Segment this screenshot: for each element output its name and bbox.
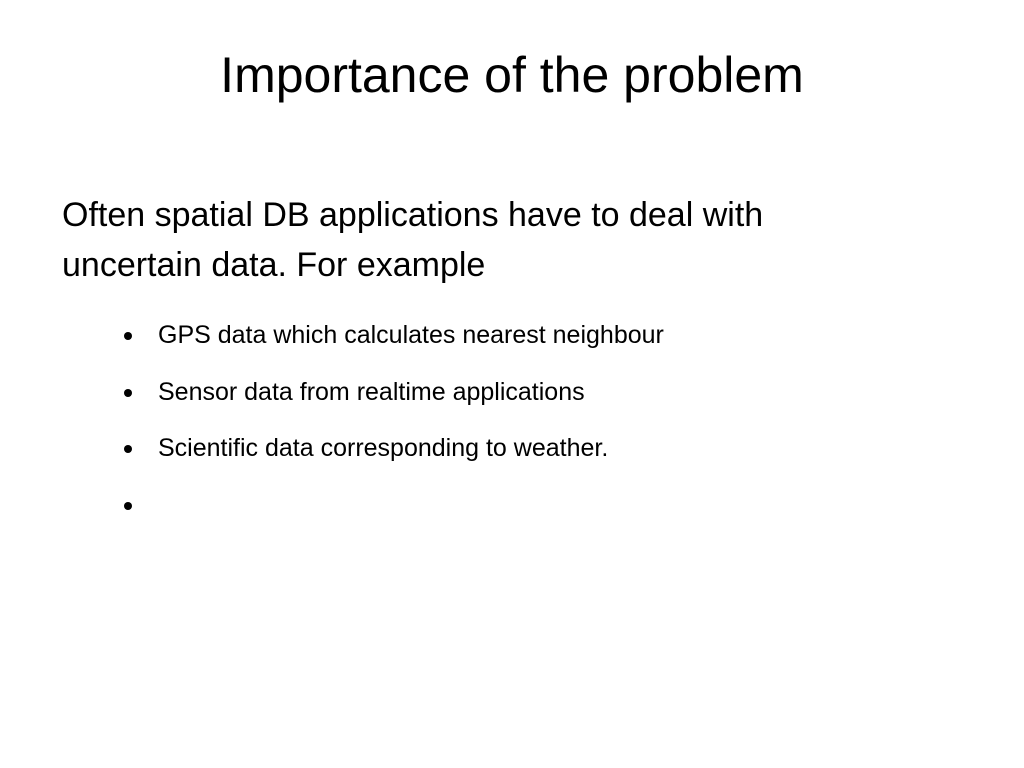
bullet-item-gps [120, 315, 664, 372]
lead-paragraph [62, 190, 962, 290]
bullet-list [120, 315, 664, 541]
bullet-dot-icon [124, 502, 132, 510]
bullet-dot-icon [124, 332, 132, 340]
bullet-text: Scientific data corresponding to weather. [158, 434, 609, 462]
bullet-item-scientific [120, 428, 664, 485]
lead-line-2: uncertain data. For example [62, 246, 486, 284]
lead-line-1: Often spatial DB applications have to deal with [62, 196, 764, 234]
bullet-item-sensor [120, 372, 664, 429]
bullet-dot-icon [124, 389, 132, 397]
bullet-item-empty [120, 485, 664, 542]
slide-title: Importance of the problem [220, 47, 804, 103]
bullet-text: Sensor data from realtime applications [158, 377, 585, 406]
bullet-text: GPS data which calculates nearest neighbour [158, 321, 664, 349]
bullet-dot-icon [124, 445, 132, 453]
